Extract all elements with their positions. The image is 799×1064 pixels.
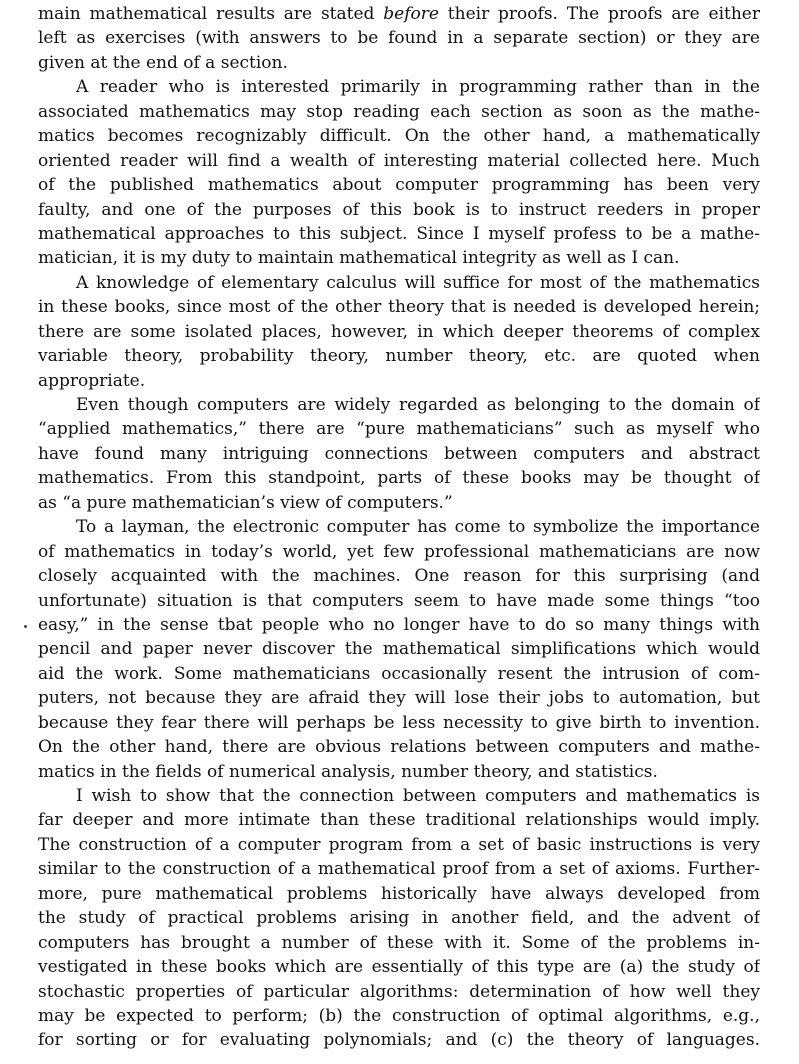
text-line: associated mathematics may stop reading each section as soon as the mathe-	[38, 101, 760, 122]
text-line: of mathematics in today’s world, yet few professional mathematicians are now	[38, 541, 760, 562]
text-line: for sorting or for evaluating polynomials; and (c) the theory of languages.	[38, 1030, 760, 1051]
text-line: To a layman, the electronic computer has come to symbolize the importance	[76, 517, 760, 538]
text-line: the study of practical problems arising in another field, and the advent of	[38, 908, 760, 929]
text-line: matics in the fields of numerical analysis, number theory, and statistics.	[38, 761, 658, 782]
text-line: matics becomes recognizably difficult. On the other hand, a mathematically	[38, 126, 760, 147]
text-line: faulty, and one of the purposes of this book is to instruct reeders in proper	[38, 199, 760, 220]
paragraph-2	[38, 75, 760, 271]
text-line: given at the end of a section.	[38, 52, 288, 73]
text-line: pencil and paper never discover the mathematical simplifications which would	[38, 639, 760, 660]
text-line: computers has brought a number of these with it. Some of the problems in-	[38, 932, 760, 953]
paragraph-1	[38, 2, 760, 75]
text-line: more, pure mathematical problems historically have always developed from	[38, 883, 760, 904]
text-line: A reader who is interested primarily in programming rather than in the	[76, 77, 760, 98]
text-line: of the published mathematics about computer programming has been very	[38, 175, 760, 196]
text-line: The construction of a computer program from a set of basic instructions is very	[38, 834, 760, 855]
text-line: in these books, since most of the other theory that is needed is developed herein;	[38, 297, 760, 318]
emphasis-before: before	[383, 4, 439, 24]
paragraph-4	[38, 393, 760, 515]
text-line: A knowledge of elementary calculus will suffice for most of the mathematics	[76, 272, 760, 293]
text-line: “applied mathematics,” there are “pure mathematicians” such as myself who	[38, 419, 760, 440]
text-line: far deeper and more intimate than these traditional relationships would imply.	[38, 810, 760, 831]
paragraph-3	[38, 271, 760, 393]
scan-speck	[24, 625, 27, 628]
text-line: left as exercises (with answers to be found in a separate section) or they are	[38, 28, 760, 49]
text-line: mathematics. From this standpoint, parts of these books may be thought of	[38, 468, 760, 489]
text-line: there are some isolated places, however, in which deeper theorems of complex	[38, 321, 760, 342]
paragraph-6	[38, 784, 760, 1053]
text-line: stochastic properties of particular algorithms: determination of how well they	[38, 981, 760, 1002]
text-line: I wish to show that the connection between computers and mathematics is	[76, 786, 760, 806]
text-line: On the other hand, there are obvious relations between computers and mathe-	[38, 737, 760, 758]
text-line: aid the work. Some mathematicians occasionally resent the intrusion of com-	[38, 663, 760, 684]
text-line: similar to the construction of a mathematical proof from a set of axioms. Further-	[38, 859, 760, 880]
text-line: appropriate.	[38, 370, 146, 391]
text-line: puters, not because they are afraid they will lose their jobs to automation, but	[38, 688, 760, 709]
text-line: matician, it is my duty to maintain mathematical integrity as well as I can.	[38, 248, 680, 269]
document-page	[38, 2, 760, 1053]
text-line: have found many intriguing connections between computers and abstract	[38, 443, 760, 464]
text-line: oriented reader will find a wealth of interesting material collected here. Much	[38, 150, 760, 171]
text-line: vestigated in these books which are essentially of this type are (a) the study of	[38, 957, 760, 978]
text-line: unfortunate) situation is that computers seem to have made some things “too	[38, 590, 760, 611]
text-line: Even though computers are widely regarded as belonging to the domain of	[76, 395, 760, 415]
text-line: may be expected to perform; (b) the construction of optimal algorithms, e.g.,	[38, 1005, 760, 1026]
text-line: as “a pure mathematician’s view of computers.”	[38, 492, 453, 513]
text-line: closely acquainted with the machines. One reason for this surprising (and	[38, 566, 760, 587]
text-line: mathematical approaches to this subject. Since I myself profess to be a mathe-	[38, 223, 760, 244]
text-line: because they fear there will perhaps be less necessity to give birth to invention.	[38, 712, 760, 733]
text-line: variable theory, probability theory, number theory, etc. are quoted when	[38, 346, 760, 367]
paragraph-5	[38, 515, 760, 784]
text-line: main mathematical results are stated before their proofs. The proofs are either	[38, 4, 760, 24]
text-line: easy,” in the sense tbat people who no longer have to do so many things with	[38, 614, 760, 635]
